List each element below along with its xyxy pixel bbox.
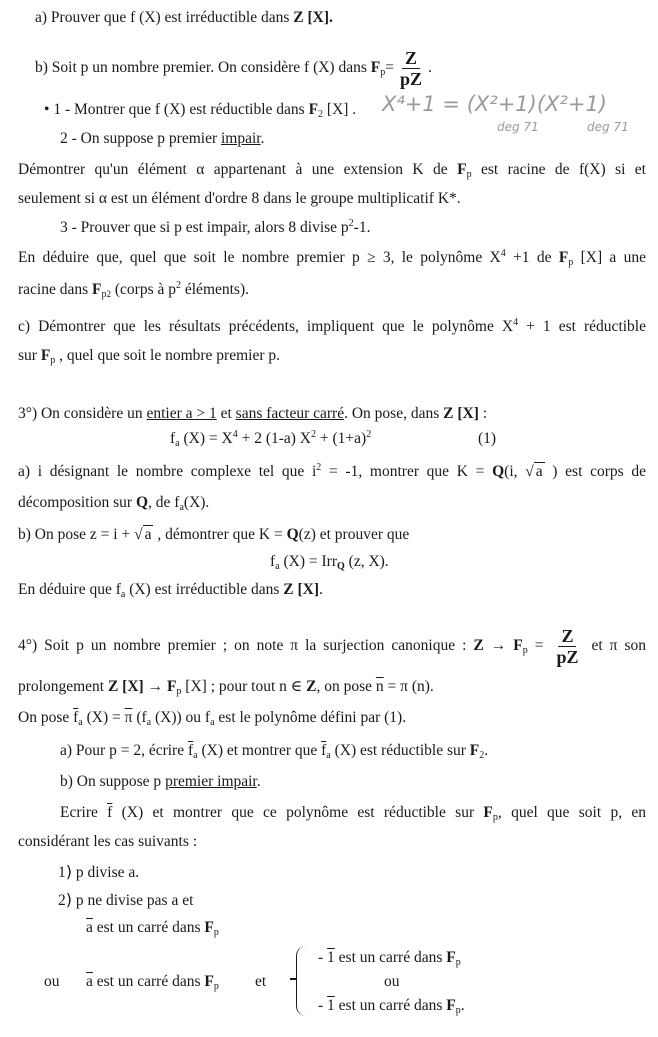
handwritten-factorization: X⁴+1 = (X²+1)(X²+1) [382, 92, 608, 116]
question-2c-line2: sur $F_p$ , quel que soit le nombre premier p. [18, 347, 280, 366]
question-2b-2: 2 - On suppose p premier impair. [60, 130, 265, 147]
curly-brace-tip [290, 978, 297, 980]
question-3a-line2: décomposition sur Q, de $f_a(X)$. [18, 494, 210, 513]
formula-1: $f_a$ $(X) = X^4 + 2$ (1-a) $X^2 + (1+a)^2$ [170, 429, 372, 449]
handwritten-degree-note-1: deg 71 [497, 120, 539, 134]
question-2b-1: • 1 - Montrer que f (X) est réductible dans $F_2$ [X] . [44, 101, 357, 120]
brace-condition-1: - 1 est un carré dans $F_p$ [318, 949, 461, 968]
question-4b: b) On suppose p premier impair. [60, 773, 261, 790]
case-and-label: et [255, 973, 267, 990]
curly-brace [296, 946, 307, 1016]
brace-or-label: ou [384, 973, 400, 990]
case-2-alternative: $\overline{a}$ est un carré dans $F_p$ [86, 973, 219, 992]
paragraph-element-order-line1: Démontrer qu'un élément α appartenant à une extension K de $F_p$ est racine de f(X) si et [18, 161, 646, 180]
fraction-z-pz: $\frac{Z}{pZ}$ [399, 48, 423, 89]
paragraph-element-order-line2: seulement si α est un élément d'ordre 8 dans le groupe multiplicatif K*. [18, 190, 461, 207]
case-or-label: ou [44, 973, 60, 990]
question-4a: a) Pour p = 2, écrire $\overline{f}_a$ (X) et montrer que $\overline{f}_a$ (X) est réductible sur $F_2$. [60, 742, 489, 761]
case-1: 1) p divise a. [58, 862, 140, 881]
question-4b-instructions-line2: considérant les cas suivants : [18, 833, 198, 850]
paragraph-deduce-root-line1: En déduire que, quel que soit le nombre premier p ≥ 3, le polynôme $X^4 +1$ de $F_p$ [X] a une [18, 248, 646, 268]
case-2: 2) p ne divise pas a et [58, 890, 194, 909]
question-3-heading: 3°) On considère un entier a > 1 et sans facteur carré. On pose, dans Z [X] : [18, 405, 488, 422]
brace-condition-2: - 1 est un carré dans $F_p$. [318, 997, 465, 1016]
fraction-z-pz-2: $\frac{Z}{pZ}$ [556, 626, 579, 667]
question-4-line3: On pose $\overline{f}_a$ $(X) = \overline{\pi}$ ($f_a$ (X)) ou $f_a$ est le polynôme défini par (1). [18, 709, 407, 728]
question-4-line1: 4°) Soit p un nombre premier ; on note π la surjection canonique : $Z \to F_p$ = $\frac{Z}{pZ}$ et π son [18, 626, 647, 667]
question-3b: b) On pose z = i + √ a , démontrer que K = Q(z) et prouver que [18, 526, 410, 543]
question-2b: b) Soit p un nombre premier. On considère f (X) dans $F_p=$ $\frac{Z}{pZ}$ . [35, 48, 432, 89]
question-3a-line1: a) i désignant le nombre complexe tel que $i^2 = -1$, montrer que K = Q(i, √ a ) est corps de [18, 462, 646, 480]
question-4-line2: prolongement Z $[X] \to F_p$ [X] ; pour tout n ∈ Z, on pose $\overline{n} = \pi$ (n). [18, 678, 434, 697]
question-2b-3: 3 - Prouver que si p est impair, alors 8 divise $p^2-1$. [60, 218, 371, 236]
paragraph-deduce-root-line2: racine dans $F_{p2}$ (corps à $p^2$ éléments). [18, 280, 250, 300]
question-4b-instructions-line1: Ecrire $\overline{f}$ (X) et montrer que ce polynôme est réductible sur $F_p$, quel que soit p, en [60, 804, 647, 823]
formula-number-1: (1) [478, 430, 497, 447]
question-2c-line1: c) Démontrer que les résultats précédents, impliquent que le polynôme $X^4 + 1$ est réductible [18, 317, 646, 335]
question-2a: a) Prouver que f (X) est irréductible dans Z [X]. [35, 9, 333, 26]
formula-irr: $f_a$ (X) = Irr$_Q$ (z, X). [270, 553, 389, 572]
handwritten-degree-note-2: deg 71 [587, 120, 629, 134]
question-3b-conclusion: En déduire que $f_a$ (X) est irréductible dans Z [X]. [18, 581, 323, 600]
case-2-condition: $\overline{a}$ est un carré dans $F_p$ [86, 919, 219, 938]
